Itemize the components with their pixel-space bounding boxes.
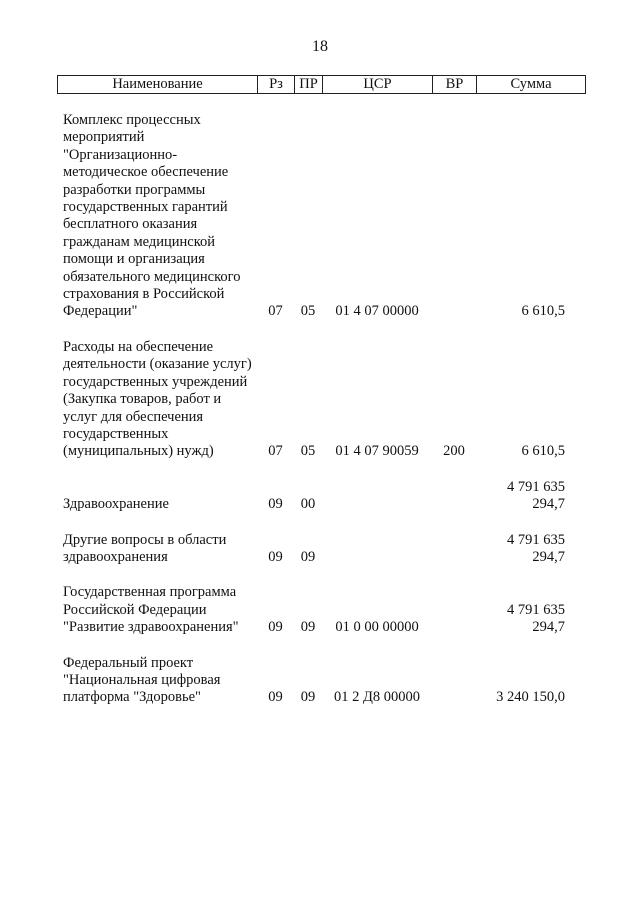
column-header-name: Наименование bbox=[58, 76, 258, 94]
table-row bbox=[57, 112, 585, 321]
row-pr: 09 bbox=[300, 619, 316, 636]
row-name: Государственная программа Российской Федерации "Развитие здравоохранения" bbox=[63, 584, 239, 636]
row-csr: 01 4 07 00000 bbox=[335, 303, 419, 320]
row-csr: 01 0 00 00000 bbox=[335, 619, 419, 636]
row-sum: 4 791 635 294,7 bbox=[507, 601, 565, 636]
table-row bbox=[57, 655, 585, 707]
row-sum: 6 610,5 bbox=[521, 443, 565, 460]
row-sum: 3 240 150,0 bbox=[496, 689, 565, 706]
row-rz: 07 bbox=[268, 303, 283, 320]
table-row bbox=[57, 479, 585, 514]
row-csr: 01 4 07 90059 bbox=[335, 443, 419, 460]
row-pr: 05 bbox=[300, 303, 316, 320]
row-name: Расходы на обеспечение деятельности (оказание услуг) государственных учреждений (Закупка товаров, работ и услуг для обеспечения государственных (муниципальных) нужд) bbox=[63, 338, 252, 460]
column-header-csr: ЦСР bbox=[323, 76, 433, 94]
row-pr: 09 bbox=[300, 689, 316, 706]
page-number: 18 bbox=[312, 38, 328, 55]
row-rz: 09 bbox=[268, 619, 283, 636]
row-name: Другие вопросы в области здравоохранения bbox=[63, 531, 227, 565]
row-pr: 00 bbox=[300, 496, 316, 513]
row-pr: 09 bbox=[300, 548, 316, 565]
table-header-row bbox=[58, 76, 586, 94]
table-body bbox=[57, 112, 585, 725]
column-header-vr: ВР bbox=[433, 76, 477, 94]
column-header-rz: Рз bbox=[258, 76, 295, 94]
row-sum: 6 610,5 bbox=[521, 303, 565, 320]
row-name: Комплекс процессных мероприятий "Организационно-методическое обеспечение разработки программы государственных гарантий бесплатного оказания гражданам медицинской помощи и организация обязательного медицинского страхования в Российской Федерации" bbox=[63, 112, 241, 320]
row-vr: 200 bbox=[443, 443, 465, 460]
row-pr: 05 bbox=[300, 443, 316, 460]
row-csr: 01 2 Д8 00000 bbox=[333, 689, 421, 706]
row-name: Здравоохранение bbox=[63, 496, 169, 513]
column-header-pr: ПР bbox=[295, 76, 323, 94]
row-rz: 07 bbox=[268, 443, 283, 460]
row-rz: 09 bbox=[268, 689, 283, 706]
table-header bbox=[57, 75, 586, 94]
row-rz: 09 bbox=[268, 496, 283, 513]
table-row bbox=[57, 532, 585, 567]
column-header-sum: Сумма bbox=[477, 76, 586, 94]
row-rz: 09 bbox=[268, 548, 283, 565]
row-sum: 4 791 635 294,7 bbox=[507, 531, 565, 565]
table-row bbox=[57, 584, 585, 636]
row-sum: 4 791 635 294,7 bbox=[507, 478, 565, 513]
row-name: Федеральный проект "Национальная цифровая платформа "Здоровье" bbox=[63, 654, 221, 706]
table-row bbox=[57, 339, 585, 461]
